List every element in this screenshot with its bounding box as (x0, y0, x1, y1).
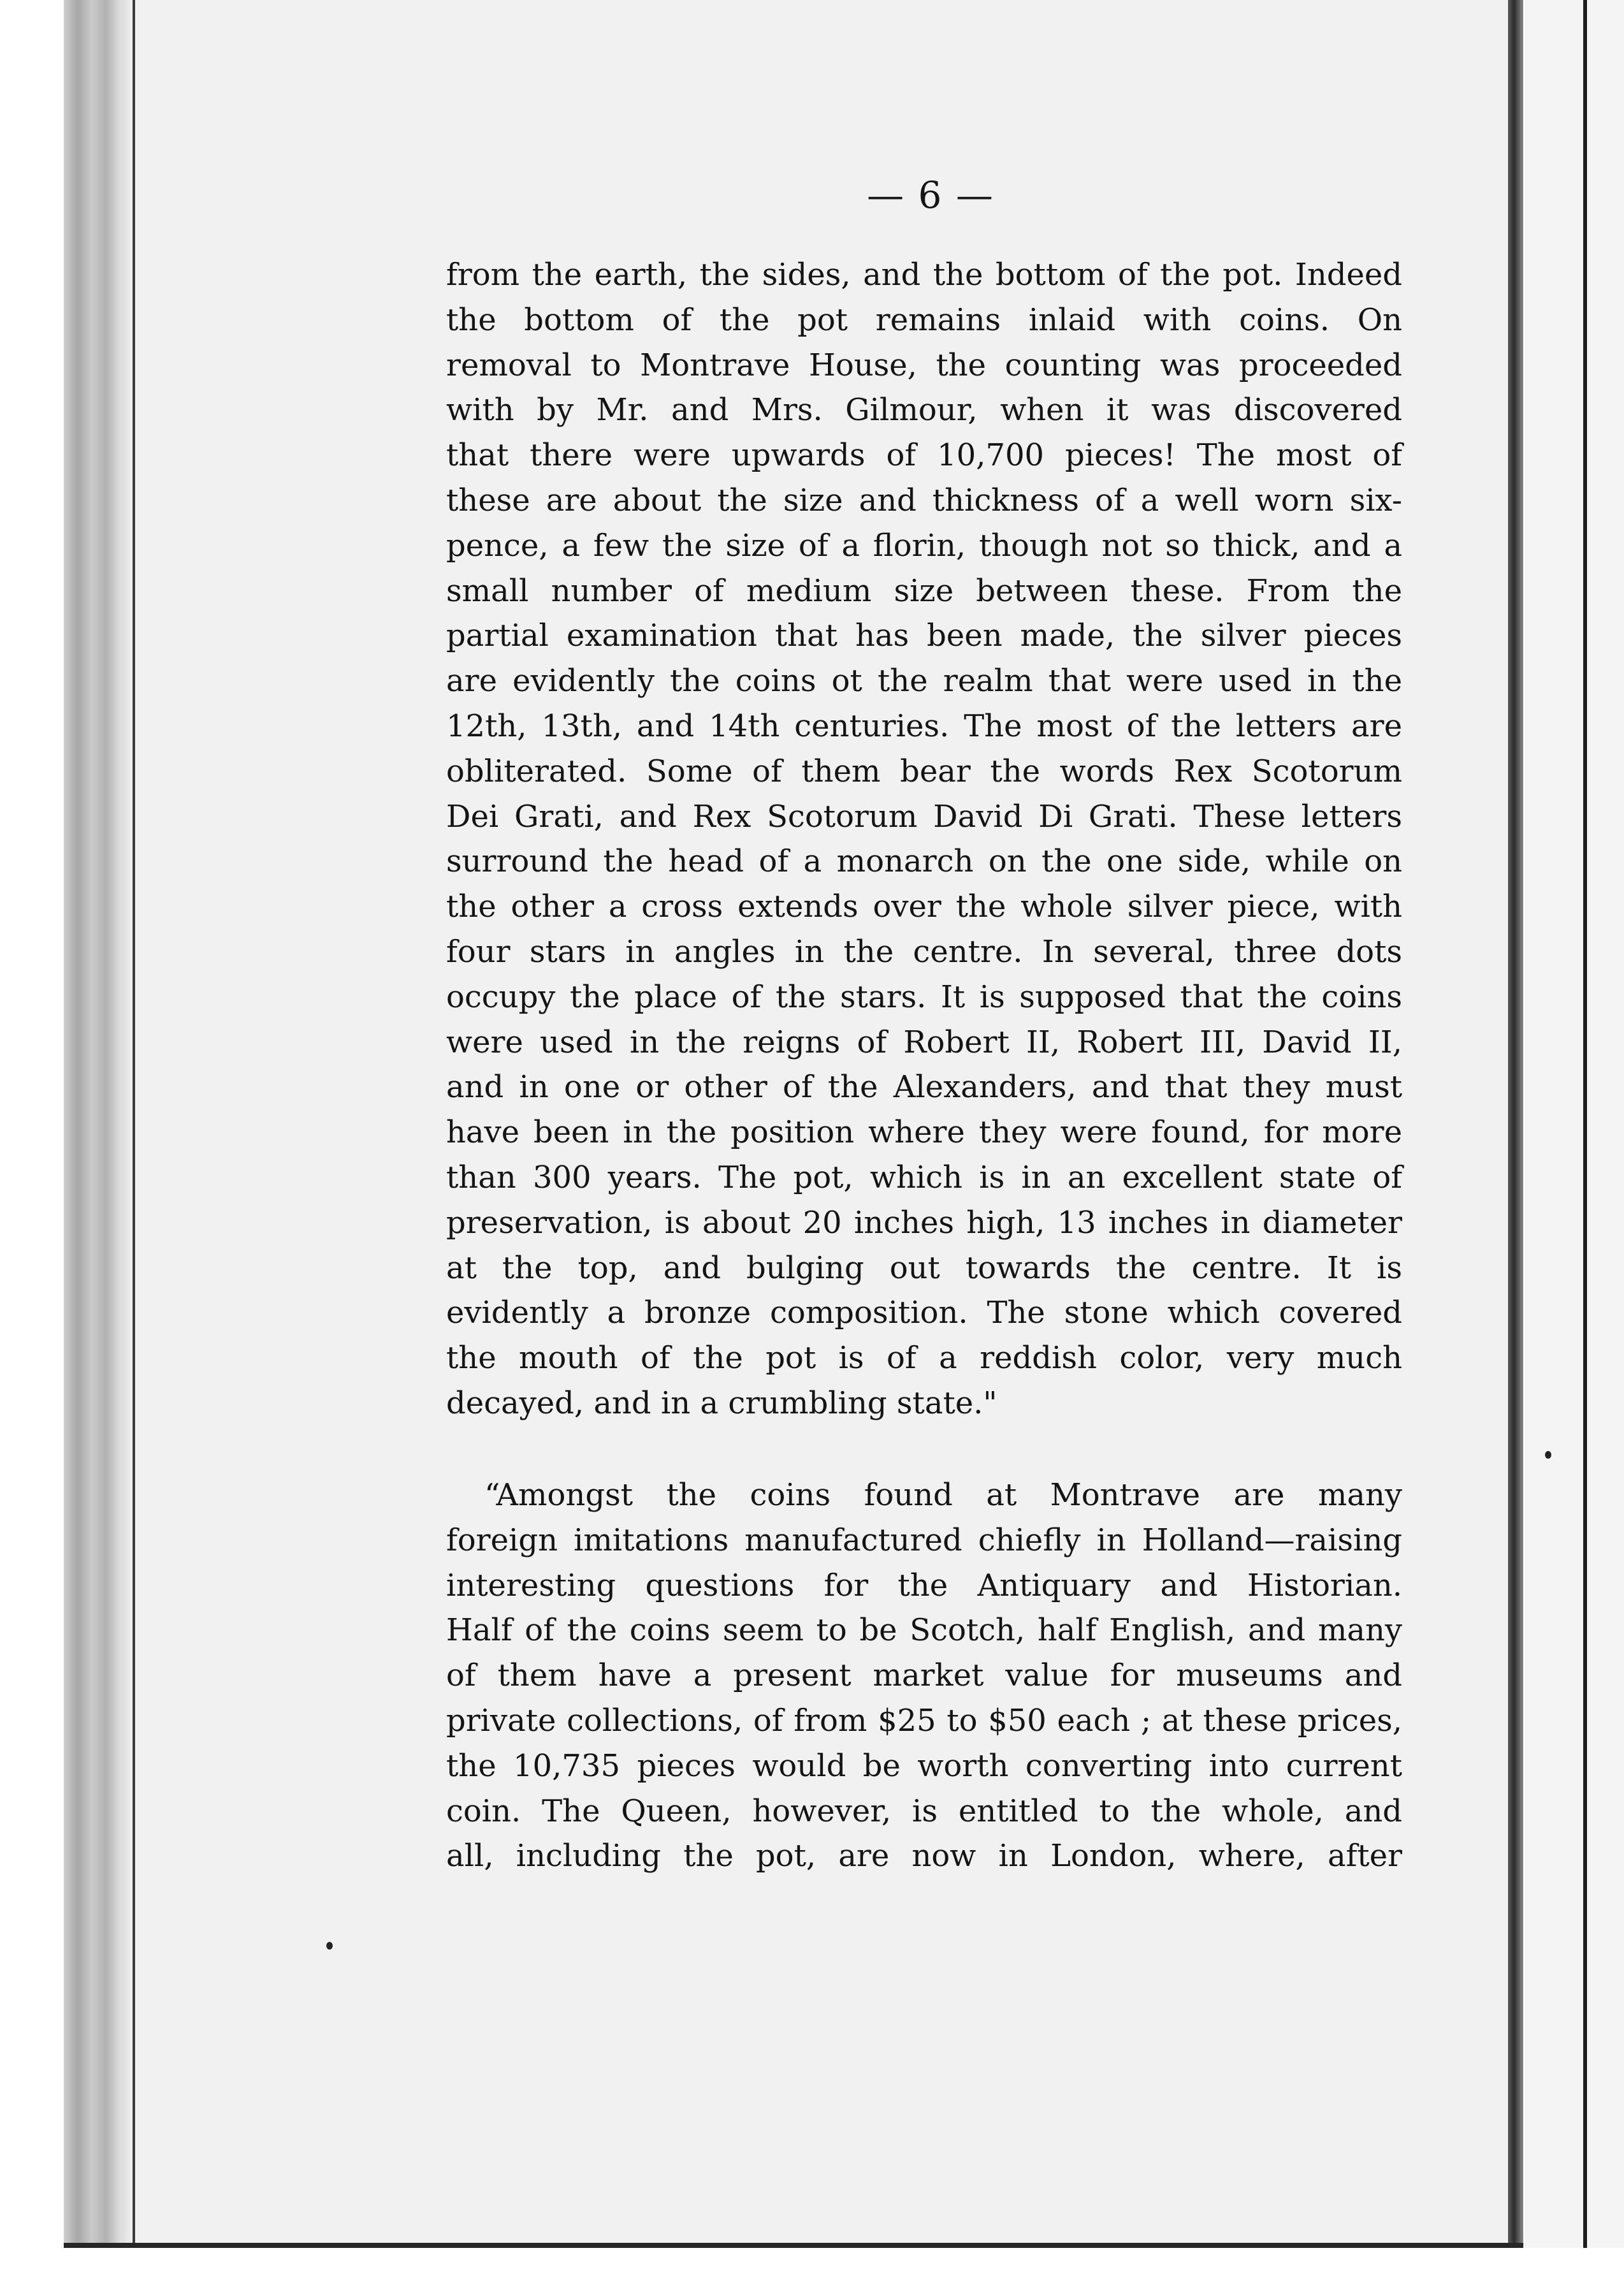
text-line: at the top, and bulging out towards the centre. It is (446, 1250, 1402, 1286)
text-line: the 10,735 pieces would be worth converting into current (446, 1747, 1402, 1784)
text-line: all, including the pot, are now in London, where, after (446, 1838, 1402, 1874)
text-line: that there were upwards of 10,700 pieces! The most of (446, 437, 1402, 474)
text-line: were used in the reigns of Robert II, Robert III, David II, (446, 1024, 1402, 1060)
text-line: Half of the coins seem to be Scotch, half English, and many (446, 1612, 1402, 1649)
text-line: with by Mr. and Mrs. Gilmour, when it was discovered (446, 392, 1402, 428)
text-line: coin. The Queen, however, is entitled to the whole, and (446, 1793, 1402, 1829)
scan-bottom-margin (0, 2248, 1624, 2290)
text-line: four stars in angles in the centre. In several, three dots (446, 933, 1402, 970)
text-line: 12th, 13th, and 14th centuries. The most of the letters are (446, 708, 1402, 744)
page-bottom-edge (64, 2243, 1523, 2248)
text-line: than 300 years. The pot, which is in an excellent state of (446, 1159, 1402, 1195)
text-line: are evidently the coins ot the realm that were used in the (446, 663, 1402, 699)
paragraph-1 (446, 252, 1402, 1426)
scan-right-border (1583, 0, 1587, 2290)
text-line: foreign imitations manufactured chiefly in Holland—raising (446, 1522, 1402, 1558)
text-line: the other a cross extends over the whole silver piece, with (446, 889, 1402, 925)
page-right-shadow (1508, 0, 1523, 2270)
text-line: from the earth, the sides, and the bottom of the pot. Indeed (446, 257, 1402, 293)
text-line: Dei Grati, and Rex Scotorum David Di Grati. These letters (446, 798, 1402, 835)
text-line: have been in the position where they were found, for more (446, 1114, 1402, 1151)
binding-edge (64, 0, 134, 2244)
text-line: decayed, and in a crumbling state." (446, 1385, 997, 1421)
next-page-edge (1525, 0, 1624, 2290)
text-line: preservation, is about 20 inches high, 13 inches in diameter (446, 1204, 1402, 1241)
text-line: small number of medium size between these. From the (446, 572, 1402, 609)
text-line: partial examination that has been made, the silver pieces (446, 618, 1402, 654)
text-line: the bottom of the pot remains inlaid with coins. On (446, 302, 1402, 338)
scan-speck (326, 1942, 333, 1950)
text-line: interesting questions for the Antiquary and Historian. (446, 1567, 1402, 1603)
text-line: surround the head of a monarch on the one side, while on (446, 843, 1402, 880)
paragraph-2 (446, 1473, 1402, 1879)
text-line: removal to Montrave House, the counting was proceeded (446, 347, 1402, 383)
text-line: evidently a bronze composition. The stone which covered (446, 1295, 1402, 1331)
text-line: these are about the size and thickness of a well worn six- (446, 482, 1402, 518)
text-line: the mouth of the pot is of a reddish color, very much (446, 1340, 1402, 1376)
text-line: “Amongst the coins found at Montrave are many (484, 1477, 1402, 1513)
page-number: — 6 — (867, 173, 994, 217)
text-line: private collections, of from $25 to $50 each ; at these prices, (446, 1702, 1402, 1739)
scan-speck (1545, 1451, 1551, 1459)
text-line: and in one or other of the Alexanders, and that they must (446, 1069, 1402, 1105)
text-line: of them have a present market value for museums and (446, 1658, 1402, 1694)
text-line: pence, a few the size of a florin, though not so thick, and a (446, 527, 1402, 564)
text-line: occupy the place of the stars. It is supposed that the coins (446, 979, 1402, 1015)
text-line: obliterated. Some of them bear the words Rex Scotorum (446, 753, 1402, 789)
